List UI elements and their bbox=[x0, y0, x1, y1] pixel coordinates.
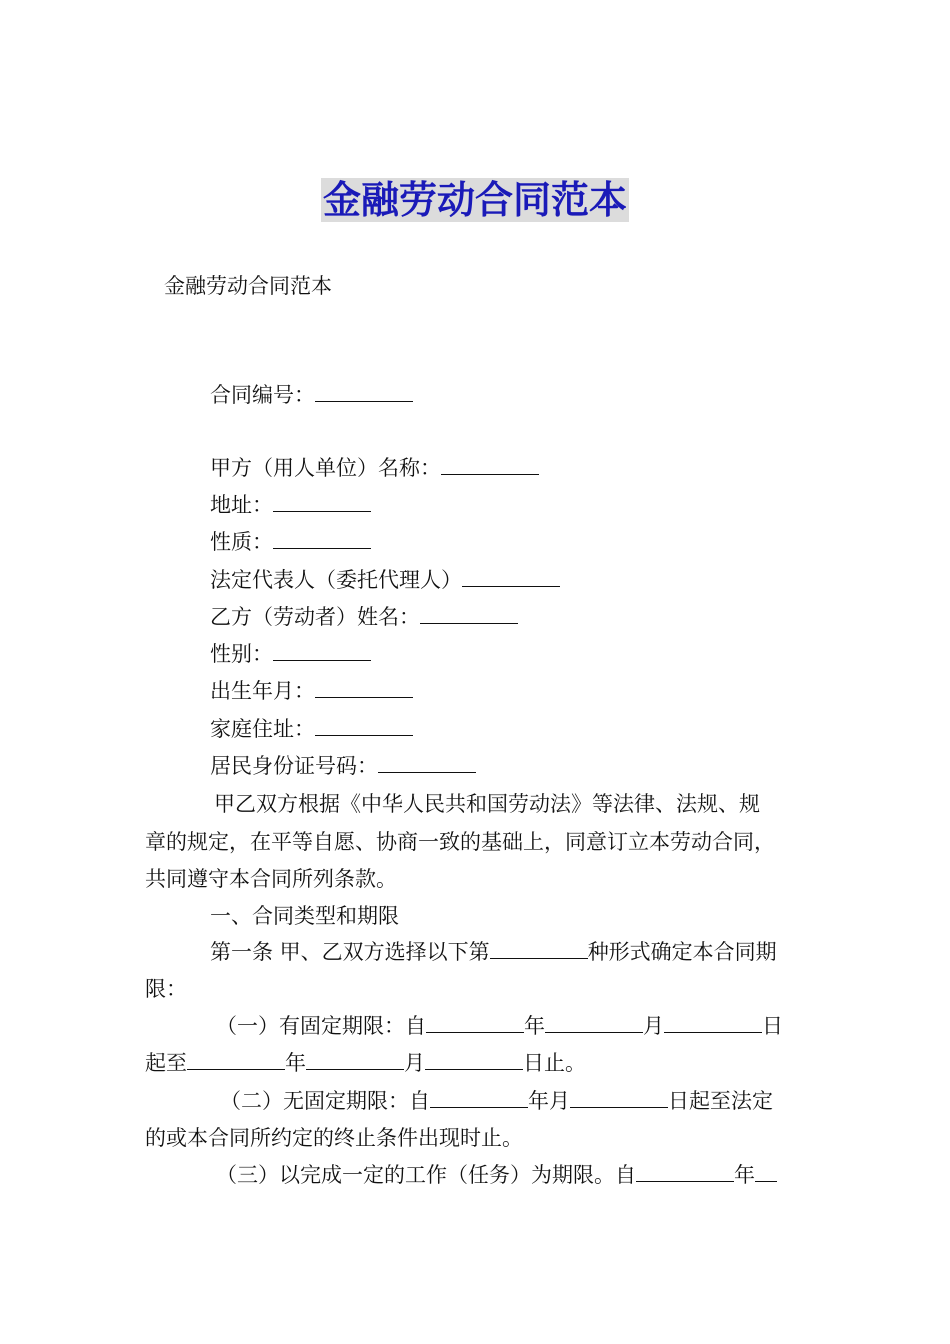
option-1-line-1: （一）有固定期限：自 年 月 日 bbox=[216, 1014, 783, 1038]
blank-field bbox=[315, 679, 413, 698]
field-nature: 性质： bbox=[210, 528, 371, 556]
intro-line-1: 甲乙双方根据《中华人民共和国劳动法》等法律、法规、规 bbox=[214, 792, 760, 816]
field-birth: 出生年月： bbox=[210, 677, 413, 705]
field-address: 地址： bbox=[210, 491, 371, 519]
intro-line-3: 共同遵守本合同所列条款。 bbox=[145, 867, 397, 891]
blank-field bbox=[636, 1163, 734, 1182]
option-2-line-2: 的或本合同所约定的终止条件出现时止。 bbox=[145, 1126, 523, 1150]
field-id-number: 居民身份证号码： bbox=[210, 752, 476, 780]
option-3-line-1: （三）以完成一定的工作（任务）为期限。自 年 bbox=[216, 1161, 777, 1189]
blank-field bbox=[315, 717, 413, 736]
blank-field bbox=[490, 940, 588, 959]
blank-field bbox=[378, 754, 476, 773]
article-1-line-1: 第一条 甲、乙双方选择以下第 种形式确定本合同期 bbox=[210, 940, 777, 964]
blank-field bbox=[187, 1051, 285, 1070]
field-party-b-name: 乙方（劳动者）姓名： bbox=[210, 603, 518, 631]
blank-field bbox=[441, 456, 539, 475]
field-party-a-name: 甲方（用人单位）名称： bbox=[210, 454, 539, 482]
blank-field bbox=[425, 1051, 523, 1070]
blank-field bbox=[755, 1163, 777, 1182]
option-1-line-2: 起至 年 月 日止。 bbox=[145, 1051, 586, 1075]
field-gender: 性别： bbox=[210, 640, 371, 668]
blank-field bbox=[462, 568, 560, 587]
intro-line-2: 章的规定，在平等自愿、协商一致的基础上，同意订立本劳动合同， bbox=[145, 830, 775, 854]
field-home-address: 家庭住址： bbox=[210, 715, 413, 743]
section-heading-1: 一、合同类型和期限 bbox=[210, 904, 399, 928]
blank-field bbox=[426, 1014, 524, 1033]
blank-field bbox=[273, 493, 371, 512]
document-title: 金融劳动合同范本 bbox=[322, 178, 627, 222]
option-2-line-1: （二）无固定期限：自 年月 日起至法定 bbox=[220, 1089, 773, 1113]
field-contract-no: 合同编号： bbox=[210, 381, 413, 409]
blank-field bbox=[273, 530, 371, 549]
subtitle: 金融劳动合同范本 bbox=[164, 274, 332, 298]
blank-field bbox=[430, 1089, 528, 1108]
blank-field bbox=[664, 1014, 762, 1033]
blank-field bbox=[273, 642, 371, 661]
article-1-line-2: 限： bbox=[145, 977, 187, 1001]
blank-field bbox=[306, 1051, 404, 1070]
blank-field bbox=[420, 605, 518, 624]
field-legal-rep: 法定代表人（委托代理人） bbox=[210, 566, 560, 594]
blank-field bbox=[315, 383, 413, 402]
blank-field bbox=[545, 1014, 643, 1033]
blank-field bbox=[570, 1089, 668, 1108]
